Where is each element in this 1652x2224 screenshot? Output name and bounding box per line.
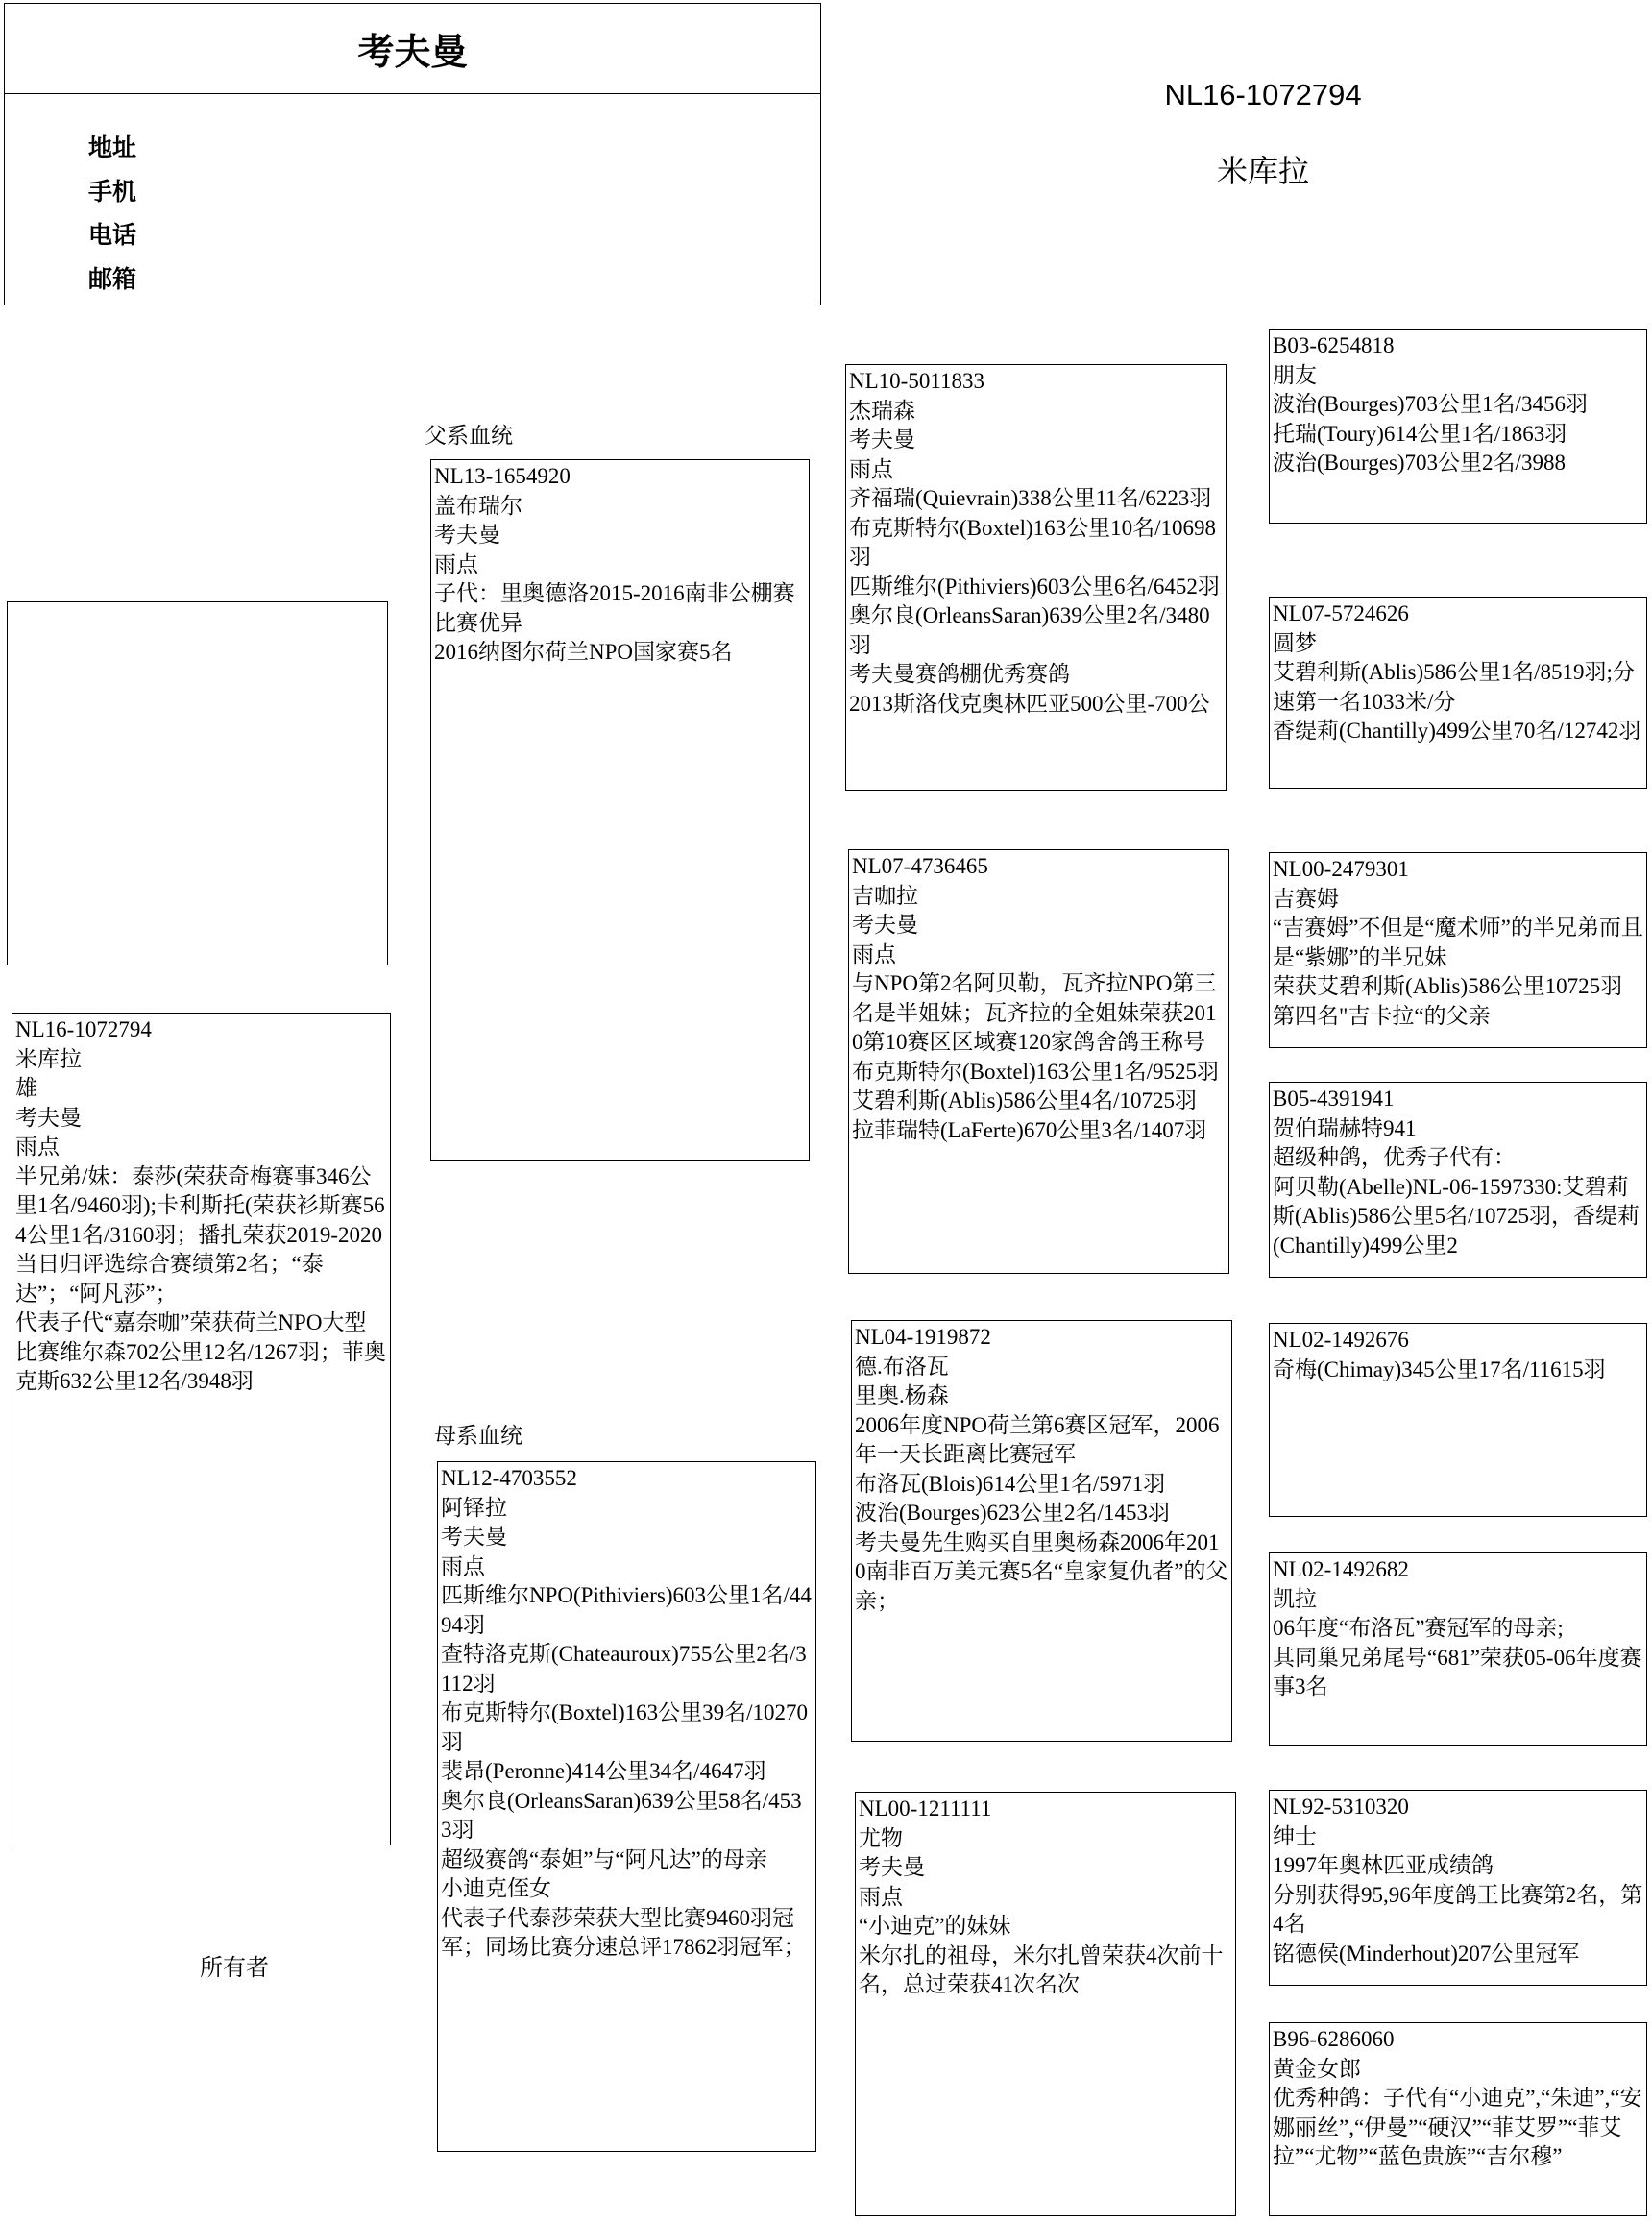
- pigeon-name: 朋友: [1273, 362, 1317, 387]
- ring-number: NL02-1492682: [1273, 1557, 1409, 1581]
- ring-number: NL13-1654920: [434, 464, 571, 488]
- pedigree-note: 荣获艾碧利斯(Ablis)586公里10725羽第四名"吉卡拉“的父亲: [1273, 974, 1623, 1028]
- pedigree-card-bird: [12, 1013, 391, 1845]
- ring-number: NL07-4736465: [852, 854, 988, 878]
- pedigree-note: “吉赛姆”不但是“魔术师”的半兄弟而且是“紫娜”的半兄妹: [1273, 916, 1643, 969]
- pedigree-card-great-grandparent: [1269, 1082, 1647, 1278]
- pigeon-name: 阿铎拉: [441, 1495, 507, 1520]
- mobile-label: 手机: [88, 178, 137, 206]
- pedigree-note: 匹斯维尔NPO(Pithiviers)603公里1名/4494羽: [441, 1583, 812, 1637]
- pedigree-note: 代表子代泰莎荣获大型比赛9460羽冠军；同场比赛分速总评17862羽冠军；: [441, 1905, 806, 1959]
- pigeon-name: 米库拉: [15, 1046, 82, 1071]
- pigeon-name: 尤物: [859, 1825, 903, 1850]
- pedigree-card-sire: [430, 459, 810, 1161]
- pedigree-card-sire-dam: [848, 849, 1229, 1274]
- ring-number: NL04-1919872: [855, 1325, 991, 1349]
- ring-number: NL12-4703552: [441, 1466, 577, 1490]
- breeder-name: 考夫曼: [852, 913, 918, 937]
- pigeon-name: 贺伯瑞赫特941: [1273, 1115, 1417, 1140]
- pedigree-note: 与NPO第2名阿贝勒，瓦齐拉NPO第三名是半姐妹；瓦齐拉的全姐妹荣获2010第10赛区区域赛120家鸽舍鸽王称号: [852, 971, 1217, 1054]
- pedigree-note: 考夫曼赛鸽棚优秀赛鸽: [849, 662, 1070, 686]
- pedigree-card-great-grandparent: [1269, 1323, 1647, 1517]
- ring-number: NL00-1211111: [859, 1796, 992, 1821]
- pigeon-name: 凯拉: [1273, 1586, 1317, 1611]
- pedigree-note: 考夫曼先生购买自里奥杨森2006年2010南非百万美元赛5名“皇家复仇者”的父亲；: [855, 1529, 1228, 1613]
- pedigree-note: 2006年度NPO荷兰第6赛区冠军，2006年一天长距离比赛冠军: [855, 1412, 1220, 1466]
- sire-line-label: 父系血统: [425, 424, 513, 448]
- pedigree-note: 1997年奥林匹亚成绩鸽: [1273, 1853, 1494, 1877]
- pedigree-note: 米尔扎的祖母，米尔扎曾荣获4次前十名，总过荣获41次名次: [859, 1943, 1224, 1996]
- pedigree-note: 代表子代“嘉奈咖”荣获荷兰NPO大型比赛维尔森702公里12名/1267羽；菲奥克斯632公里12名/3948羽: [15, 1310, 386, 1393]
- pedigree-note: 香缇莉(Chantilly)499公里70名/12742羽: [1273, 719, 1641, 743]
- pedigree-card-sire-sire: [845, 364, 1227, 791]
- contact-labels: [88, 127, 136, 302]
- pedigree-note: 分别获得95,96年度鸽王比赛第2名，第4名: [1273, 1882, 1643, 1936]
- dam-line-label: 母系血统: [434, 1424, 522, 1448]
- pedigree-note: 布洛瓦(Blois)614公里1名/5971羽: [855, 1471, 1166, 1496]
- color-label: 雨点: [434, 551, 478, 576]
- pigeon-name: 吉赛姆: [1273, 886, 1339, 911]
- ring-number: NL07-5724626: [1273, 601, 1409, 625]
- pigeon-name: 吉咖拉: [852, 883, 918, 908]
- pedigree-note: 奥尔良(OrleansSaran)639公里2名/3480羽: [849, 603, 1210, 657]
- owner-title: 考夫曼: [5, 4, 820, 94]
- pedigree-note: 铭德侯(Minderhout)207公里冠军: [1273, 1941, 1580, 1966]
- pedigree-card-dam-dam: [855, 1792, 1236, 2216]
- pedigree-note: 裴昂(Peronne)414公里34名/4647羽: [441, 1759, 766, 1783]
- breeder-name: 考夫曼: [15, 1105, 82, 1130]
- pigeon-name: 绅士: [1273, 1823, 1317, 1848]
- pedigree-note: 小迪克侄女: [441, 1876, 551, 1900]
- subject-ring-number: NL16-1072794: [1164, 78, 1362, 111]
- pedigree-note: 06年度“布洛瓦”赛冠军的母亲;: [1273, 1616, 1564, 1640]
- color-label: 雨点: [859, 1884, 903, 1909]
- phone-label: 电话: [88, 222, 137, 249]
- sex-label: 雄: [15, 1076, 37, 1100]
- email-label: 邮箱: [88, 265, 137, 293]
- pedigree-note: 布克斯特尔(Boxtel)163公里39名/10270羽: [441, 1700, 809, 1754]
- breeder-name: 里奥.杨森: [855, 1383, 949, 1407]
- ring-number: B05-4391941: [1273, 1087, 1395, 1111]
- pedigree-card-dam-sire: [851, 1320, 1232, 1742]
- pedigree-card-great-grandparent: [1269, 1552, 1647, 1746]
- pedigree-note: 奇梅(Chimay)345公里17名/11615羽: [1273, 1356, 1606, 1381]
- subject-name: 米库拉: [1216, 154, 1309, 188]
- pedigree-card-dam: [437, 1461, 816, 2152]
- pigeon-name: 杰瑞森: [849, 398, 915, 423]
- ring-number: NL10-5011833: [849, 369, 984, 393]
- pedigree-note: 2016纳图尔荷兰NPO国家赛5名: [434, 640, 733, 664]
- pedigree-note: 匹斯维尔(Pithiviers)603公里6名/6452羽: [849, 574, 1220, 599]
- pedigree-note: 半兄弟/妹：泰莎(荣获奇梅赛事346公里1名/9460羽);卡利斯托(荣获衫斯赛564公里1名/3160羽；播扎荣获2019-2020当日归评选综合赛绩第2名；“泰达”；“阿凡莎”；: [15, 1163, 385, 1306]
- color-label: 雨点: [441, 1553, 485, 1578]
- breeder-name: 考夫曼: [849, 428, 915, 452]
- pigeon-name: 圆梦: [1273, 630, 1317, 655]
- ring-number: B03-6254818: [1273, 333, 1395, 357]
- pedigree-card-great-grandparent: [1269, 597, 1647, 789]
- pedigree-card-great-grandparent: [1269, 852, 1647, 1048]
- breeder-name: 考夫曼: [859, 1855, 925, 1879]
- breeder-name: 考夫曼: [434, 523, 500, 547]
- pedigree-note: 超级赛鸽“泰妲”与“阿凡达”的母亲: [441, 1846, 767, 1871]
- pedigree-note: 波治(Bourges)623公里2名/1453羽: [855, 1501, 1170, 1525]
- pedigree-note: 布克斯特尔(Boxtel)163公里1名/9525羽: [852, 1059, 1220, 1084]
- pigeon-name: 德.布洛瓦: [855, 1354, 949, 1379]
- ring-number: B96-6286060: [1273, 2027, 1395, 2051]
- color-label: 雨点: [852, 941, 896, 966]
- pedigree-note: 托瑞(Toury)614公里1名/1863羽: [1273, 421, 1567, 446]
- pedigree-note: 查特洛克斯(Chateauroux)755公里2名/3112羽: [441, 1642, 807, 1696]
- ring-number: NL00-2479301: [1273, 857, 1409, 881]
- ring-number: NL92-5310320: [1273, 1795, 1409, 1819]
- pedigree-note: 2013斯洛伐克奥林匹亚500公里-700公: [849, 691, 1210, 716]
- pedigree-note: 艾碧利斯(Ablis)586公里1名/8519羽;分速第一名1033米/分: [1273, 660, 1635, 714]
- pedigree-card-great-grandparent: [1269, 2022, 1647, 2216]
- pedigree-note: 子代：里奥德洛2015-2016南非公棚赛比赛优异: [434, 581, 795, 635]
- pedigree-note: 艾碧利斯(Ablis)586公里4名/10725羽: [852, 1088, 1198, 1112]
- pigeon-name: 盖布瑞尔: [434, 493, 522, 518]
- pedigree-note: 波治(Bourges)703公里2名/3988: [1273, 451, 1566, 475]
- pedigree-card-great-grandparent: [1269, 329, 1647, 524]
- ring-number: NL16-1072794: [15, 1017, 152, 1041]
- photo-placeholder: [7, 601, 388, 965]
- pedigree-note: 阿贝勒(Abelle)NL-06-1597330:艾碧莉斯(Ablis)586公里5名/10725羽，香缇莉(Chantilly)499公里2: [1273, 1174, 1640, 1258]
- pigeon-name: 黄金女郎: [1273, 2056, 1361, 2081]
- pedigree-note: 拉菲瑞特(LaFerte)670公里3名/1407羽: [852, 1117, 1207, 1142]
- pedigree-note: 齐福瑞(Quievrain)338公里11名/6223羽: [849, 486, 1212, 510]
- pedigree-note: 奥尔良(OrleansSaran)639公里58名/4533羽: [441, 1788, 802, 1842]
- pedigree-note: “小迪克”的妹妹: [859, 1914, 1011, 1938]
- pedigree-note: 其同巢兄弟尾号“681”荣获05-06年度赛事3名: [1273, 1645, 1642, 1699]
- address-label: 地址: [88, 134, 137, 161]
- owner-header-box: [4, 3, 821, 305]
- pedigree-note: 优秀种鸽：子代有“小迪克”,“朱迪”,“安娜丽丝”,“伊曼”“硬汉”“菲艾罗”“菲艾拉”“尤物”“蓝色贵族”“吉尔穆”: [1273, 2086, 1642, 2168]
- color-label: 雨点: [849, 456, 893, 481]
- owner-label: 所有者: [200, 1956, 269, 1981]
- pedigree-note: 波治(Bourges)703公里1名/3456羽: [1273, 392, 1588, 416]
- pedigree-note: 布克斯特尔(Boxtel)163公里10名/10698羽: [849, 515, 1217, 569]
- pedigree-note: 超级种鸽，优秀子代有：: [1273, 1145, 1516, 1169]
- pedigree-card-great-grandparent: [1269, 1790, 1647, 1986]
- color-label: 雨点: [15, 1135, 60, 1159]
- breeder-name: 考夫曼: [441, 1525, 507, 1549]
- ring-number: NL02-1492676: [1273, 1328, 1409, 1352]
